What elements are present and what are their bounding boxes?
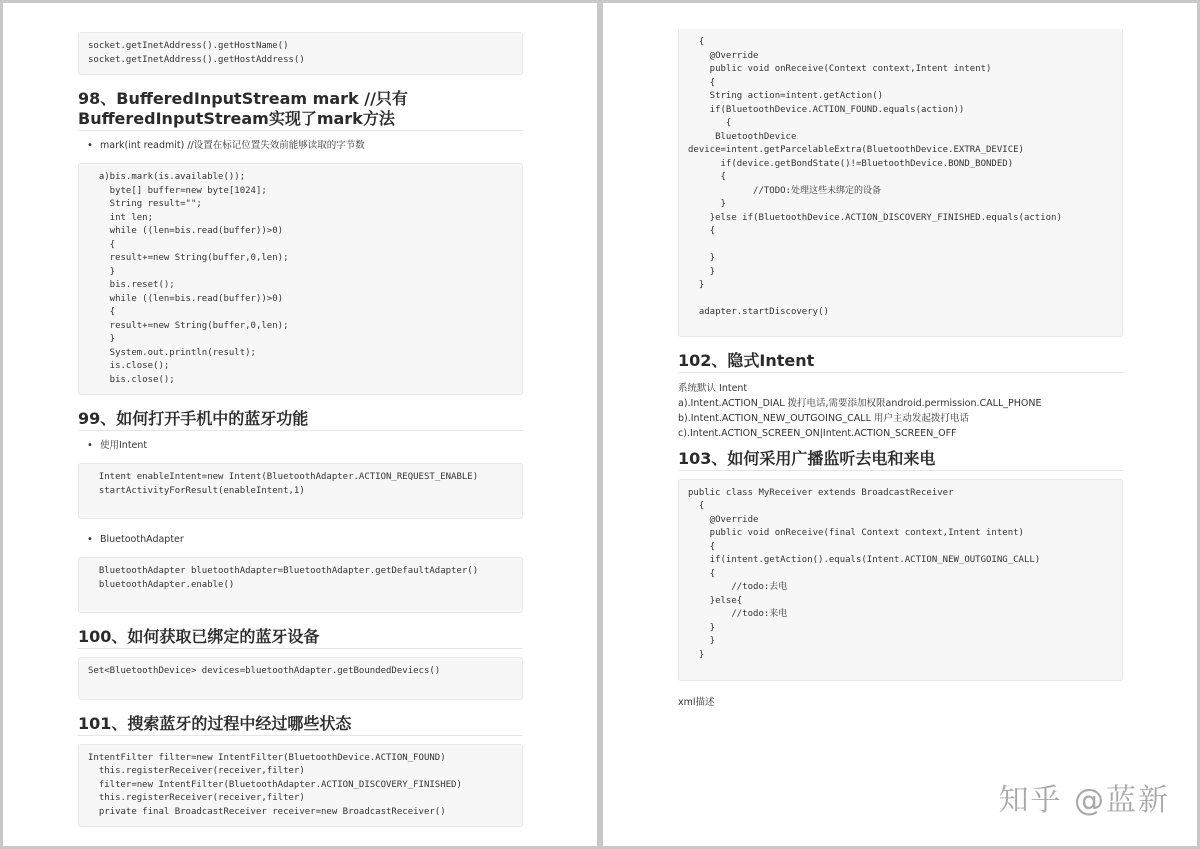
paragraph-line: 系统默认 Intent (678, 382, 748, 394)
implicit-intent-list (678, 381, 1123, 441)
code-block-discovery: IntentFilter filter=new IntentFilter(BluetoothDevice.ACTION_FOUND) this.registerReceiver(receiver,filter) filter=new IntentFilter(BluetoothAdapter.ACTION_DISCOVERY_FINISHED) this.registerReceiver(receiver,filter) private final BroadcastReceiver receiver=new BroadcastReceiver() (78, 744, 523, 828)
code-block-my-receiver: public class MyReceiver extends BroadcastReceiver { @Override public void onReceive(final Context context,Intent intent) { if(intent.getAction().equals(Intent.ACTION_NEW_OUTGOING_CALL) { //todo:去电 }else{ //todo:来电 } } } (678, 479, 1123, 682)
watermark: 知乎 @蓝新 (998, 783, 1170, 818)
paragraph-line: b).Intent.ACTION_NEW_OUTGOING_CALL 用户主动发起拨打电话 (678, 412, 969, 424)
code-block-bonded-devices: Set<BluetoothDevice> devices=bluetoothAdapter.getBoundedDeviecs() (78, 657, 523, 700)
right-page (603, 3, 1197, 846)
heading-102: 102、隐式Intent (678, 351, 1123, 373)
bullet-mark: • mark(int readmit) //设置在标记位置失效前能够读取的字节数 (78, 139, 523, 153)
bullet-use-intent: • 使用Intent (78, 439, 523, 453)
left-page (3, 3, 597, 846)
heading-101: 101、搜索蓝牙的过程中经过哪些状态 (78, 714, 523, 736)
xml-description: xml描述 (678, 697, 715, 708)
heading-98: 98、BufferedInputStream mark //只有BufferedInputStream实现了mark方法 (78, 89, 523, 131)
paragraph-line: c).Intent.ACTION_SCREEN_ON|Intent.ACTION_SCREEN_OFF (678, 427, 957, 439)
code-block-receiver-continued: { @Override public void onReceive(Context context,Intent intent) { String action=intent.getAction() if(BluetoothDevice.ACTION_FOUND.equals(action)) { BluetoothDevice device=intent.getParcelableExtra(BluetoothDevice.EXTRA_DEVICE) if(device.getBondState()!=BluetoothDevice.BOND_BONDED) { //TODO:处理这些未绑定的设备 } }else if(BluetoothDevice.ACTION_DISCOVERY_FINISHED.equals(action) { } } } adapter.startDiscovery() (678, 29, 1123, 337)
bullet-bluetooth-adapter: • BluetoothAdapter (78, 533, 523, 547)
heading-99: 99、如何打开手机中的蓝牙功能 (78, 409, 523, 431)
left-page-content (78, 32, 523, 841)
heading-103: 103、如何采用广播监听去电和来电 (678, 449, 1123, 471)
code-block-socket: socket.getInetAddress().getHostName() socket.getInetAddress().getHostAddress() (78, 32, 523, 75)
code-block-mark: a)bis.mark(is.available()); byte[] buffer=new byte[1024]; String result=""; int len; while ((len=bis.read(buffer))>0) { result+=new String(buffer,0,len); } bis.reset(); while ((len=bis.read(buffer))>0) { result+=new String(buffer,0,len); } System.out.println(result); is.close(); bis.close(); (78, 163, 523, 395)
paragraph-line: a).Intent.ACTION_DIAL 拨打电话,需要添加权限android.permission.CALL_PHONE (678, 397, 1042, 409)
right-page-content (678, 29, 1123, 710)
code-block-adapter-enable: BluetoothAdapter bluetoothAdapter=BluetoothAdapter.getDefaultAdapter() bluetoothAdapter.enable() (78, 557, 523, 613)
heading-100: 100、如何获取已绑定的蓝牙设备 (78, 627, 523, 649)
code-block-enable-intent: Intent enableIntent=new Intent(BluetoothAdapter.ACTION_REQUEST_ENABLE) startActivityForResult(enableIntent,1) (78, 463, 523, 519)
